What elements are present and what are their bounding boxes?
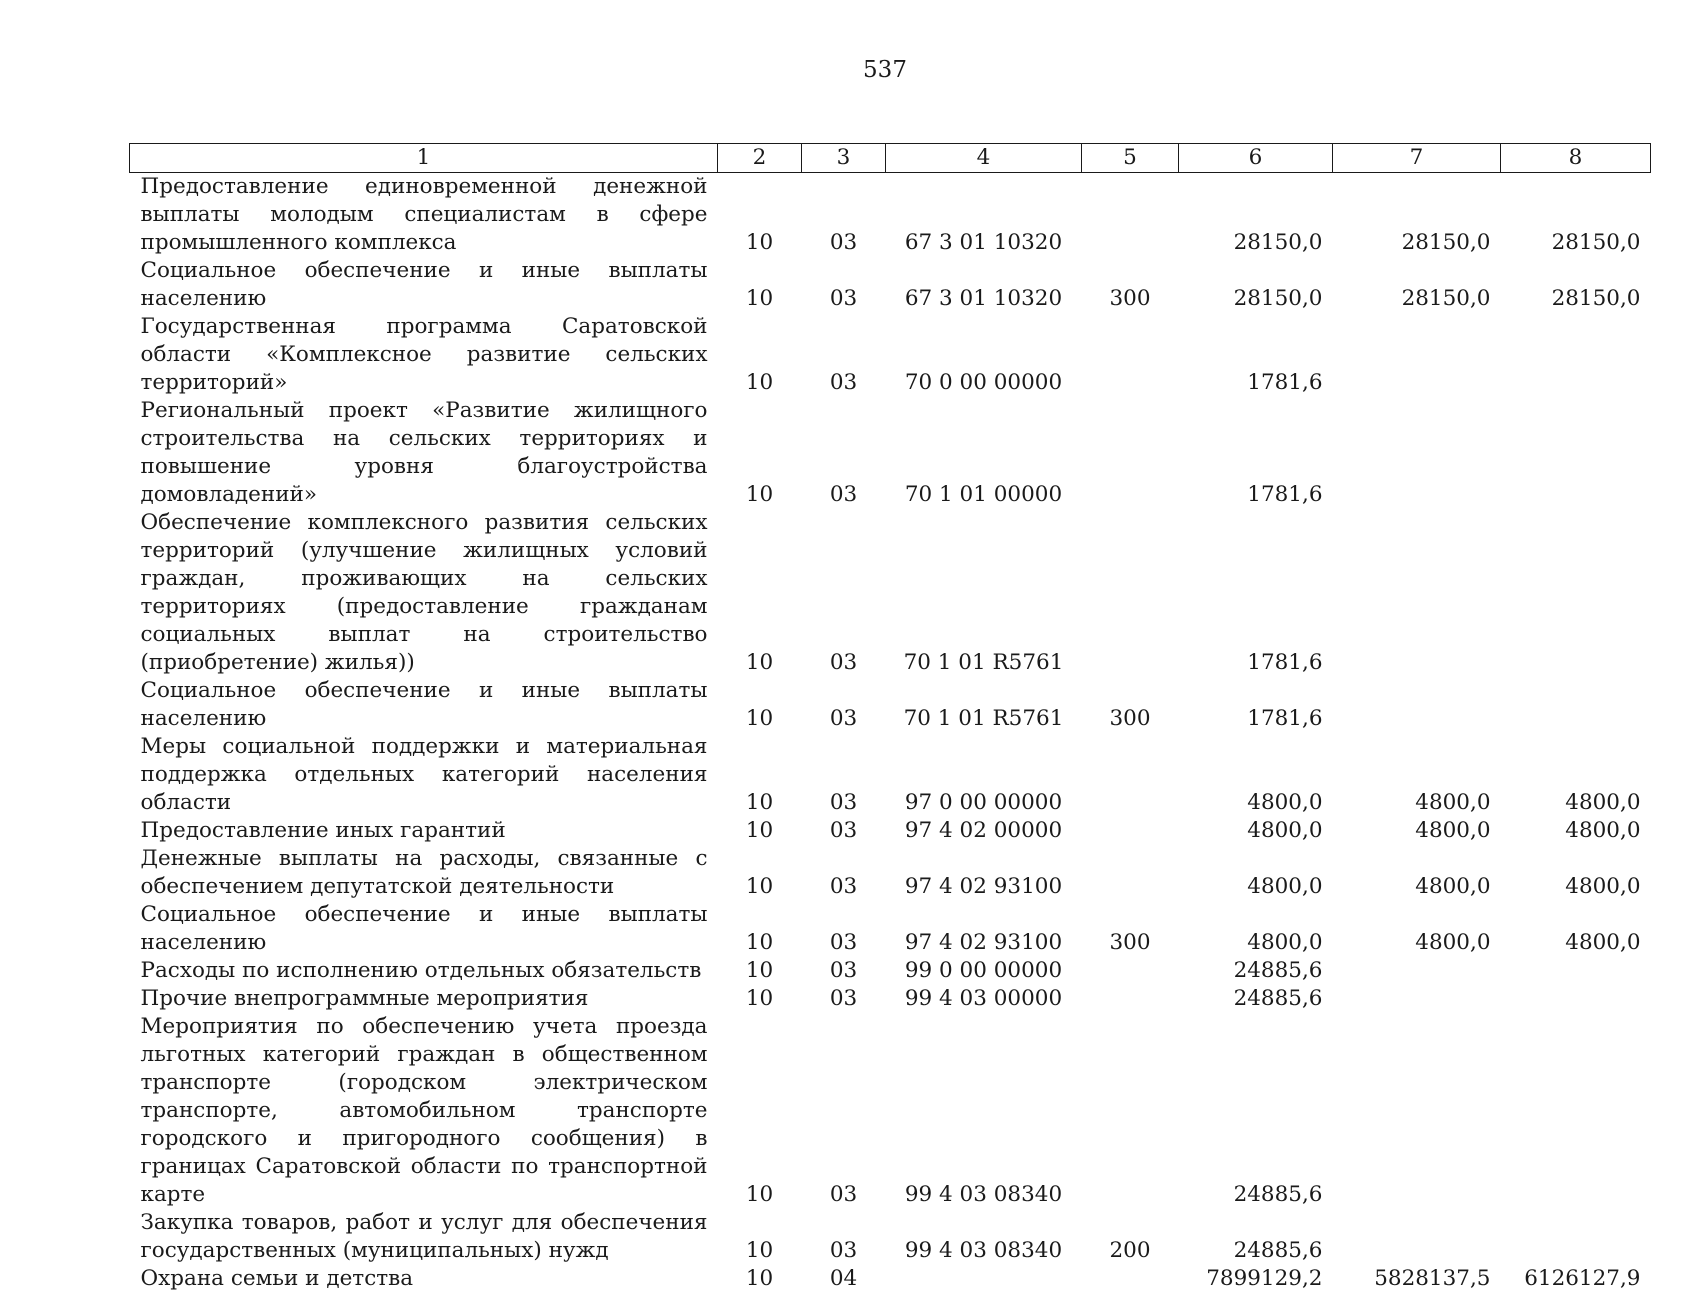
row-expense-type	[1082, 1265, 1179, 1293]
row-amount-year-1: 1781,6	[1179, 509, 1333, 677]
row-amount-year-2: 4800,0	[1333, 901, 1501, 957]
row-amount-year-3	[1501, 1013, 1651, 1209]
table-row	[130, 313, 1651, 397]
row-amount-year-2	[1333, 1013, 1501, 1209]
row-subsection: 03	[802, 1209, 886, 1265]
row-expense-type	[1082, 509, 1179, 677]
row-subsection: 03	[802, 733, 886, 817]
row-amount-year-3: 6126127,9	[1501, 1265, 1651, 1293]
row-amount-year-1: 4800,0	[1179, 817, 1333, 845]
row-expense-type: 300	[1082, 677, 1179, 733]
row-expense-type	[1082, 733, 1179, 817]
row-amount-year-1: 7899129,2	[1179, 1265, 1333, 1293]
row-section: 10	[718, 845, 802, 901]
row-amount-year-3	[1501, 677, 1651, 733]
row-amount-year-3: 4800,0	[1501, 733, 1651, 817]
row-amount-year-2	[1333, 957, 1501, 985]
row-target-article: 99 0 00 00000	[886, 957, 1082, 985]
row-subsection: 03	[802, 957, 886, 985]
table-row	[130, 257, 1651, 313]
table-row	[130, 397, 1651, 509]
header-col-8: 8	[1501, 144, 1651, 173]
table-row	[130, 677, 1651, 733]
row-name: Денежные выплаты на расходы, связанные с обеспечением депутатской деятельности	[130, 845, 718, 901]
row-amount-year-1: 1781,6	[1179, 677, 1333, 733]
row-name: Региональный проект «Развитие жилищного строительства на сельских территориях и повышение уровня благоустройства домовладений»	[130, 397, 718, 509]
row-expense-type	[1082, 397, 1179, 509]
row-amount-year-1: 1781,6	[1179, 313, 1333, 397]
row-subsection: 03	[802, 173, 886, 258]
table-body	[130, 173, 1651, 1293]
table-row	[130, 845, 1651, 901]
row-section: 10	[718, 509, 802, 677]
row-name: Предоставление единовременной денежной выплаты молодым специалистам в сфере промышленного комплекса	[130, 173, 718, 258]
row-amount-year-1: 4800,0	[1179, 845, 1333, 901]
row-section: 10	[718, 985, 802, 1013]
table-row	[130, 957, 1651, 985]
header-row	[130, 144, 1651, 173]
row-expense-type	[1082, 1013, 1179, 1209]
row-subsection: 04	[802, 1265, 886, 1293]
row-amount-year-2: 4800,0	[1333, 817, 1501, 845]
row-target-article: 67 3 01 10320	[886, 257, 1082, 313]
row-target-article: 70 1 01 R5761	[886, 509, 1082, 677]
table-row	[130, 901, 1651, 957]
table-row	[130, 509, 1651, 677]
row-expense-type	[1082, 985, 1179, 1013]
row-expense-type: 300	[1082, 901, 1179, 957]
row-amount-year-2	[1333, 397, 1501, 509]
header-col-1: 1	[130, 144, 718, 173]
row-amount-year-2: 28150,0	[1333, 257, 1501, 313]
table-row	[130, 817, 1651, 845]
row-expense-type	[1082, 313, 1179, 397]
row-amount-year-1: 24885,6	[1179, 1013, 1333, 1209]
row-amount-year-3	[1501, 509, 1651, 677]
row-amount-year-3	[1501, 313, 1651, 397]
row-subsection: 03	[802, 985, 886, 1013]
row-expense-type	[1082, 817, 1179, 845]
row-amount-year-3	[1501, 397, 1651, 509]
row-amount-year-1: 4800,0	[1179, 733, 1333, 817]
row-expense-type	[1082, 173, 1179, 258]
row-name: Социальное обеспечение и иные выплаты населению	[130, 901, 718, 957]
row-section: 10	[718, 901, 802, 957]
row-name: Мероприятия по обеспечению учета проезда льготных категорий граждан в общественном транспорте (городском электрическом транспорте, автомобильном транспорте городского и пригородного сообщения) в границах Саратовской области по транспортной карте	[130, 1013, 718, 1209]
row-section: 10	[718, 1265, 802, 1293]
row-name: Прочие внепрограммные мероприятия	[130, 985, 718, 1013]
header-col-5: 5	[1082, 144, 1179, 173]
table-row	[130, 733, 1651, 817]
row-name: Охрана семьи и детства	[130, 1265, 718, 1293]
row-subsection: 03	[802, 1013, 886, 1209]
row-amount-year-3	[1501, 957, 1651, 985]
row-amount-year-1: 4800,0	[1179, 901, 1333, 957]
page-number: 537	[0, 56, 1697, 84]
budget-table	[129, 143, 1651, 1293]
row-expense-type	[1082, 957, 1179, 985]
header-col-4: 4	[886, 144, 1082, 173]
row-subsection: 03	[802, 817, 886, 845]
row-target-article: 97 4 02 93100	[886, 845, 1082, 901]
row-subsection: 03	[802, 901, 886, 957]
row-name: Социальное обеспечение и иные выплаты населению	[130, 257, 718, 313]
row-target-article: 70 0 00 00000	[886, 313, 1082, 397]
row-expense-type: 200	[1082, 1209, 1179, 1265]
row-expense-type	[1082, 845, 1179, 901]
table-row	[130, 985, 1651, 1013]
row-subsection: 03	[802, 845, 886, 901]
row-name: Закупка товаров, работ и услуг для обеспечения государственных (муниципальных) нужд	[130, 1209, 718, 1265]
row-section: 10	[718, 257, 802, 313]
row-amount-year-3: 28150,0	[1501, 173, 1651, 258]
row-amount-year-3: 4800,0	[1501, 817, 1651, 845]
row-target-article: 67 3 01 10320	[886, 173, 1082, 258]
row-section: 10	[718, 1209, 802, 1265]
table-row	[130, 1209, 1651, 1265]
row-amount-year-3: 4800,0	[1501, 845, 1651, 901]
row-name: Обеспечение комплексного развития сельских территорий (улучшение жилищных условий граждан, проживающих на сельских территориях (предоставление гражданам социальных выплат на строительство (приобретение) жилья))	[130, 509, 718, 677]
row-amount-year-2	[1333, 1209, 1501, 1265]
row-amount-year-2	[1333, 313, 1501, 397]
row-target-article	[886, 1265, 1082, 1293]
row-amount-year-2: 4800,0	[1333, 845, 1501, 901]
row-target-article: 97 4 02 00000	[886, 817, 1082, 845]
table-row	[130, 173, 1651, 258]
row-section: 10	[718, 817, 802, 845]
row-amount-year-2	[1333, 985, 1501, 1013]
row-target-article: 97 4 02 93100	[886, 901, 1082, 957]
row-section: 10	[718, 397, 802, 509]
row-amount-year-1: 1781,6	[1179, 397, 1333, 509]
row-amount-year-1: 28150,0	[1179, 257, 1333, 313]
header-col-6: 6	[1179, 144, 1333, 173]
row-subsection: 03	[802, 677, 886, 733]
row-target-article: 70 1 01 R5761	[886, 677, 1082, 733]
row-subsection: 03	[802, 397, 886, 509]
row-name: Расходы по исполнению отдельных обязательств	[130, 957, 718, 985]
row-subsection: 03	[802, 509, 886, 677]
row-name: Меры социальной поддержки и материальная поддержка отдельных категорий населения области	[130, 733, 718, 817]
row-section: 10	[718, 677, 802, 733]
row-amount-year-1: 28150,0	[1179, 173, 1333, 258]
row-target-article: 99 4 03 00000	[886, 985, 1082, 1013]
row-name: Предоставление иных гарантий	[130, 817, 718, 845]
row-name: Государственная программа Саратовской области «Комплексное развитие сельских территорий»	[130, 313, 718, 397]
row-amount-year-1: 24885,6	[1179, 957, 1333, 985]
row-section: 10	[718, 173, 802, 258]
row-section: 10	[718, 313, 802, 397]
row-target-article: 99 4 03 08340	[886, 1013, 1082, 1209]
header-col-3: 3	[802, 144, 886, 173]
header-col-7: 7	[1333, 144, 1501, 173]
row-section: 10	[718, 733, 802, 817]
row-subsection: 03	[802, 257, 886, 313]
row-amount-year-3	[1501, 985, 1651, 1013]
row-amount-year-3: 28150,0	[1501, 257, 1651, 313]
row-subsection: 03	[802, 313, 886, 397]
row-amount-year-1: 24885,6	[1179, 985, 1333, 1013]
row-amount-year-1: 24885,6	[1179, 1209, 1333, 1265]
row-amount-year-2	[1333, 677, 1501, 733]
table-row	[130, 1013, 1651, 1209]
table-row	[130, 1265, 1651, 1293]
row-amount-year-2: 4800,0	[1333, 733, 1501, 817]
row-section: 10	[718, 1013, 802, 1209]
table-header	[130, 144, 1651, 173]
row-name: Социальное обеспечение и иные выплаты населению	[130, 677, 718, 733]
row-amount-year-2	[1333, 509, 1501, 677]
row-section: 10	[718, 957, 802, 985]
row-expense-type: 300	[1082, 257, 1179, 313]
row-target-article: 97 0 00 00000	[886, 733, 1082, 817]
row-amount-year-2: 5828137,5	[1333, 1265, 1501, 1293]
row-target-article: 99 4 03 08340	[886, 1209, 1082, 1265]
header-col-2: 2	[718, 144, 802, 173]
row-amount-year-2: 28150,0	[1333, 173, 1501, 258]
row-amount-year-3	[1501, 1209, 1651, 1265]
row-target-article: 70 1 01 00000	[886, 397, 1082, 509]
row-amount-year-3: 4800,0	[1501, 901, 1651, 957]
